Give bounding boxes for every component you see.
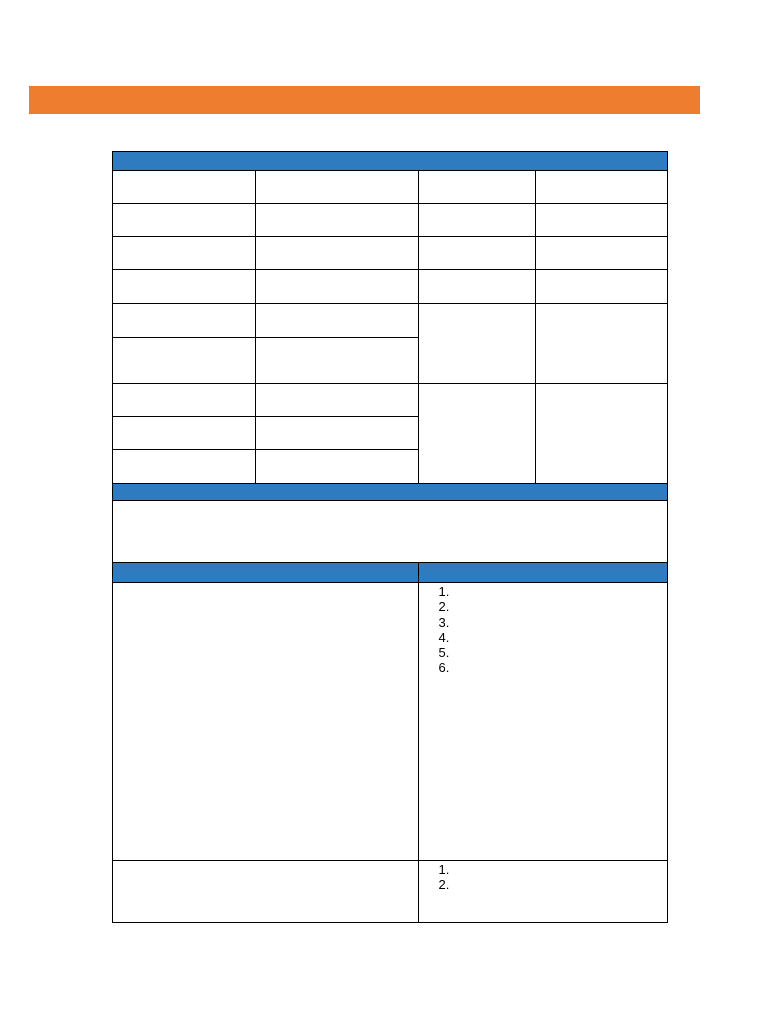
label-status	[113, 270, 256, 304]
value-skim	[256, 384, 419, 417]
task-item	[453, 615, 661, 630]
akauntabiliti-header	[113, 563, 419, 583]
value-kedudukan	[256, 450, 419, 484]
label-disemak-oleh	[419, 204, 536, 237]
label-hierarki1	[113, 304, 256, 338]
label-gelaran-jawatan	[113, 171, 256, 204]
task-item	[453, 645, 661, 660]
label-hierarki2	[113, 338, 256, 384]
value-status	[256, 270, 419, 304]
label-gred	[113, 237, 256, 270]
task-item	[453, 660, 661, 675]
label-kedudukan	[113, 450, 256, 484]
value-gred	[256, 237, 419, 270]
tujuan-header	[113, 484, 668, 501]
area-pembedahan	[113, 861, 419, 923]
area-rawatan-pesakit	[113, 583, 419, 861]
label-bidang	[419, 304, 536, 384]
task-item	[453, 862, 661, 877]
label-sub-bidang	[419, 384, 536, 484]
tasks-rawatan-pesakit	[419, 583, 668, 861]
label-ketua	[113, 417, 256, 450]
tasks-pembedahan	[419, 861, 668, 923]
value-tarikh-dokumen	[536, 270, 668, 304]
value-ringkasan	[256, 204, 419, 237]
value-disediakan-oleh	[536, 171, 668, 204]
label-diluluskan-oleh	[419, 237, 536, 270]
task-item	[453, 630, 661, 645]
label-disediakan-oleh	[419, 171, 536, 204]
value-diluluskan-oleh	[536, 237, 668, 270]
value-hierarki2	[256, 338, 419, 384]
job-description-table	[112, 151, 668, 923]
value-hierarki1	[256, 304, 419, 338]
value-sub-bidang	[536, 384, 668, 484]
section-banner	[29, 86, 700, 114]
value-gelaran-jawatan	[256, 171, 419, 204]
task-item	[453, 877, 661, 892]
tujuan-text	[113, 501, 668, 563]
label-ringkasan	[113, 204, 256, 237]
tugas-utama-header	[419, 563, 668, 583]
value-bidang	[536, 304, 668, 384]
task-item	[453, 584, 661, 599]
label-skim	[113, 384, 256, 417]
value-disemak-oleh	[536, 204, 668, 237]
label-tarikh-dokumen	[419, 270, 536, 304]
value-ketua	[256, 417, 419, 450]
task-item	[453, 599, 661, 614]
maklumat-umum-header	[113, 152, 668, 171]
